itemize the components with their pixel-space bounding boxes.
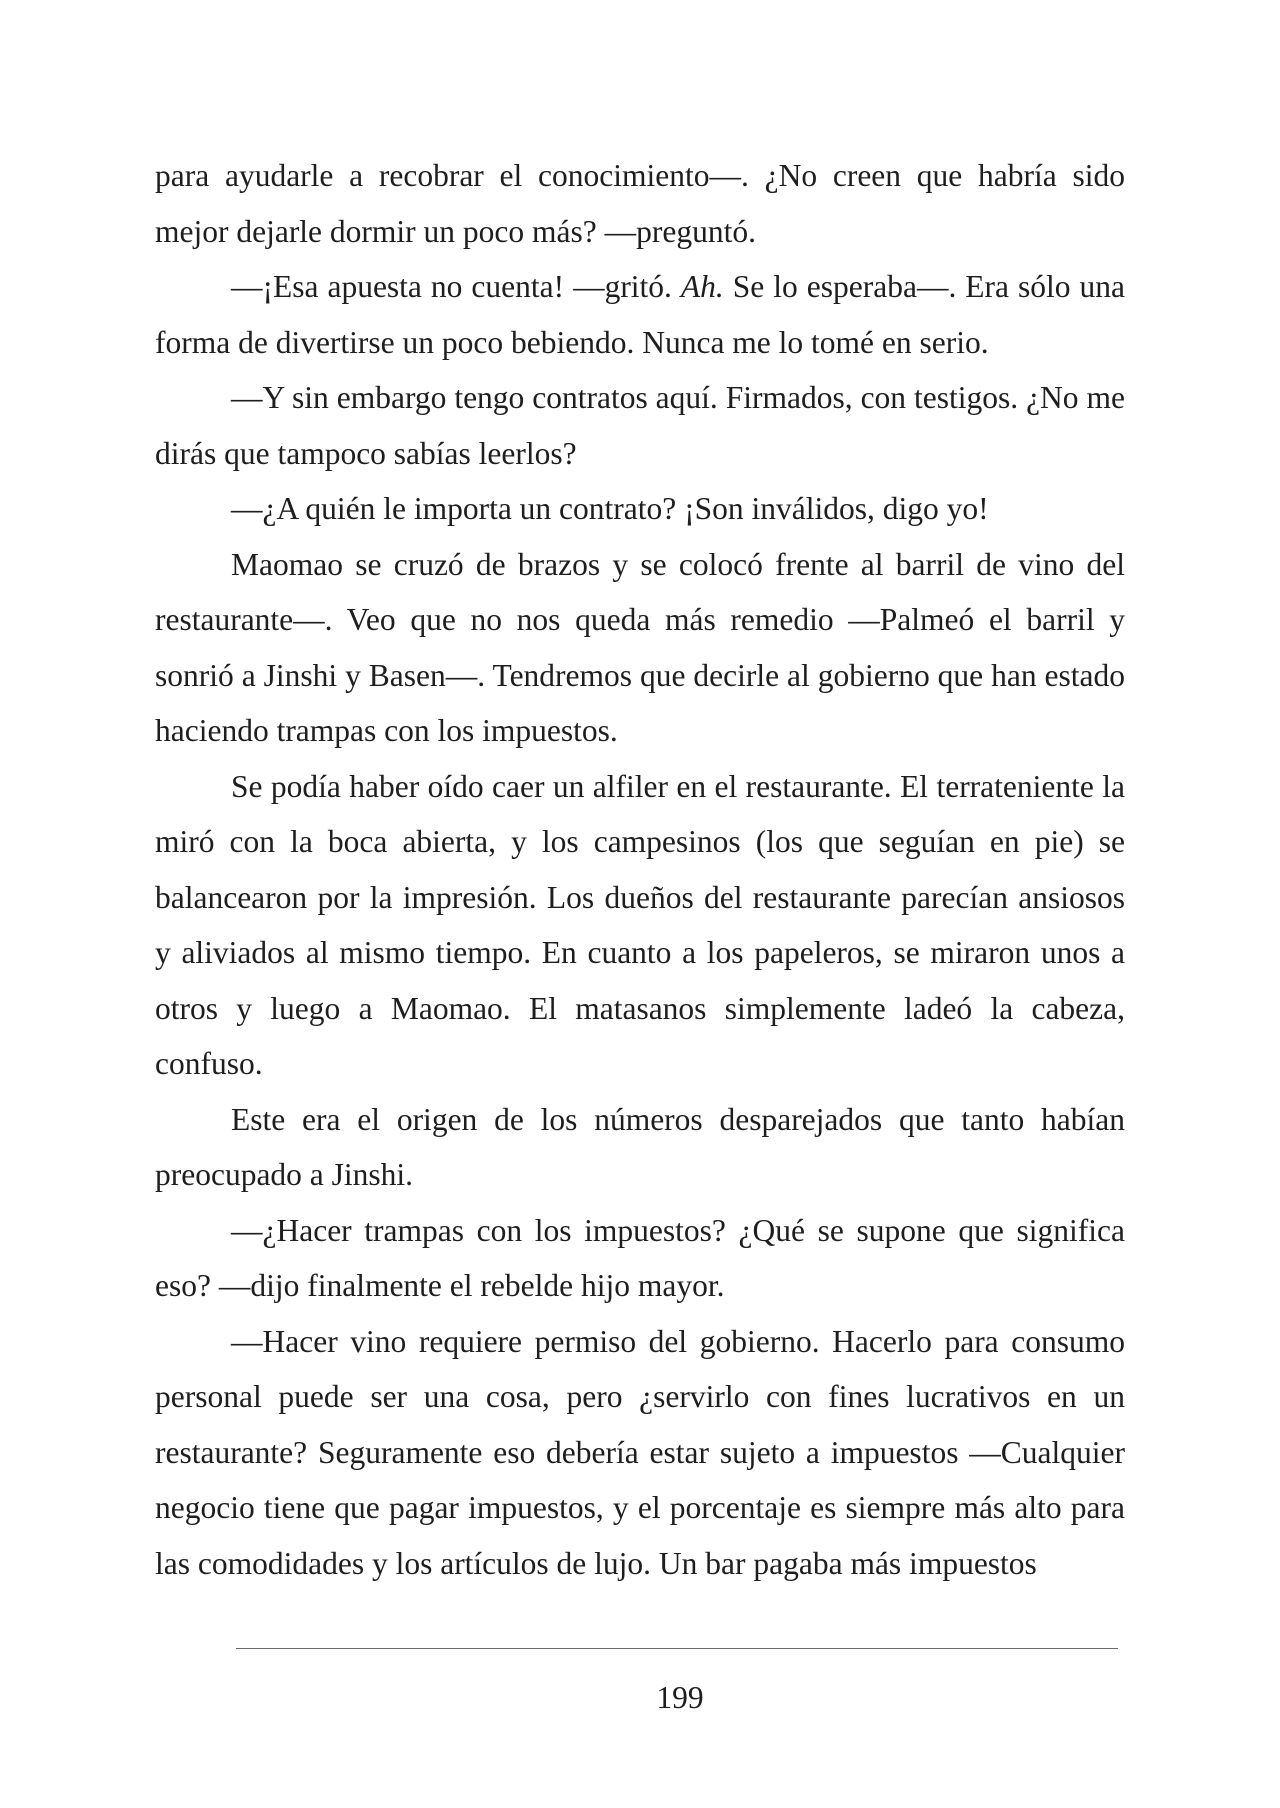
paragraph-5: Maomao se cruzó de brazos y se colocó frente al barril de vino del restaurante—. Veo que no nos queda más remedio —Palmeó el barril y sonrió a Jinshi y Basen—. Tendremos que decirle al gobierno que han estado haciendo trampas con los impuestos. [155, 546, 1125, 748]
body-text [155, 148, 1125, 1591]
paragraph-4: —¿A quién le importa un contrato? ¡Son inválidos, digo yo! [231, 491, 989, 526]
paragraph-3: —Y sin embargo tengo contratos aquí. Firmados, con testigos. ¿No me dirás que tampoco sabías leerlos? [155, 380, 1125, 471]
paragraph-6: Se podía haber oído caer un alfiler en el restaurante. El terrateniente la miró con la boca abierta, y los campesinos (los que seguían en pie) se balancearon por la impresión. Los dueños del restaurante parecían ansiosos y aliviados al mismo tiempo. En cuanto a los papeleros, se miraron unos a otros y luego a Maomao. El matasanos simplemente ladeó la cabeza, confuso. [155, 768, 1125, 1081]
paragraph-2-italic: Ah. [680, 269, 724, 304]
footer-divider [236, 1648, 1118, 1649]
paragraph-8: —¿Hacer trampas con los impuestos? ¿Qué se supone que significa eso? —dijo finalmente el rebelde hijo mayor. [155, 1212, 1125, 1303]
paragraph-2-lead: —¡Esa apuesta no cuenta! —gritó. [231, 269, 681, 304]
paragraph-9: —Hacer vino requiere permiso del gobierno. Hacerlo para consumo personal puede ser una cosa, pero ¿servirlo con fines lucrativos en un restaurante? Seguramente eso debería estar sujeto a impuestos —Cualquier negocio tiene que pagar impuestos, y el porcentaje es siempre más alto para las comodidades y los artículos de lujo. Un bar pagaba más impuestos [155, 1323, 1125, 1581]
paragraph-2-rest: Se lo esperaba—. Era sólo una forma de divertirse un poco bebiendo. Nunca me lo tomé en serio. [155, 269, 1125, 360]
paragraph-2 [155, 259, 1125, 370]
paragraph-7: Este era el origen de los números desparejados que tanto habían preocupado a Jinshi. [155, 1101, 1125, 1192]
page-number: 199 [656, 1680, 704, 1715]
paragraph-1: para ayudarle a recobrar el conocimiento—. ¿No creen que habría sido mejor dejarle dormir un poco más? —preguntó. [155, 158, 1125, 249]
